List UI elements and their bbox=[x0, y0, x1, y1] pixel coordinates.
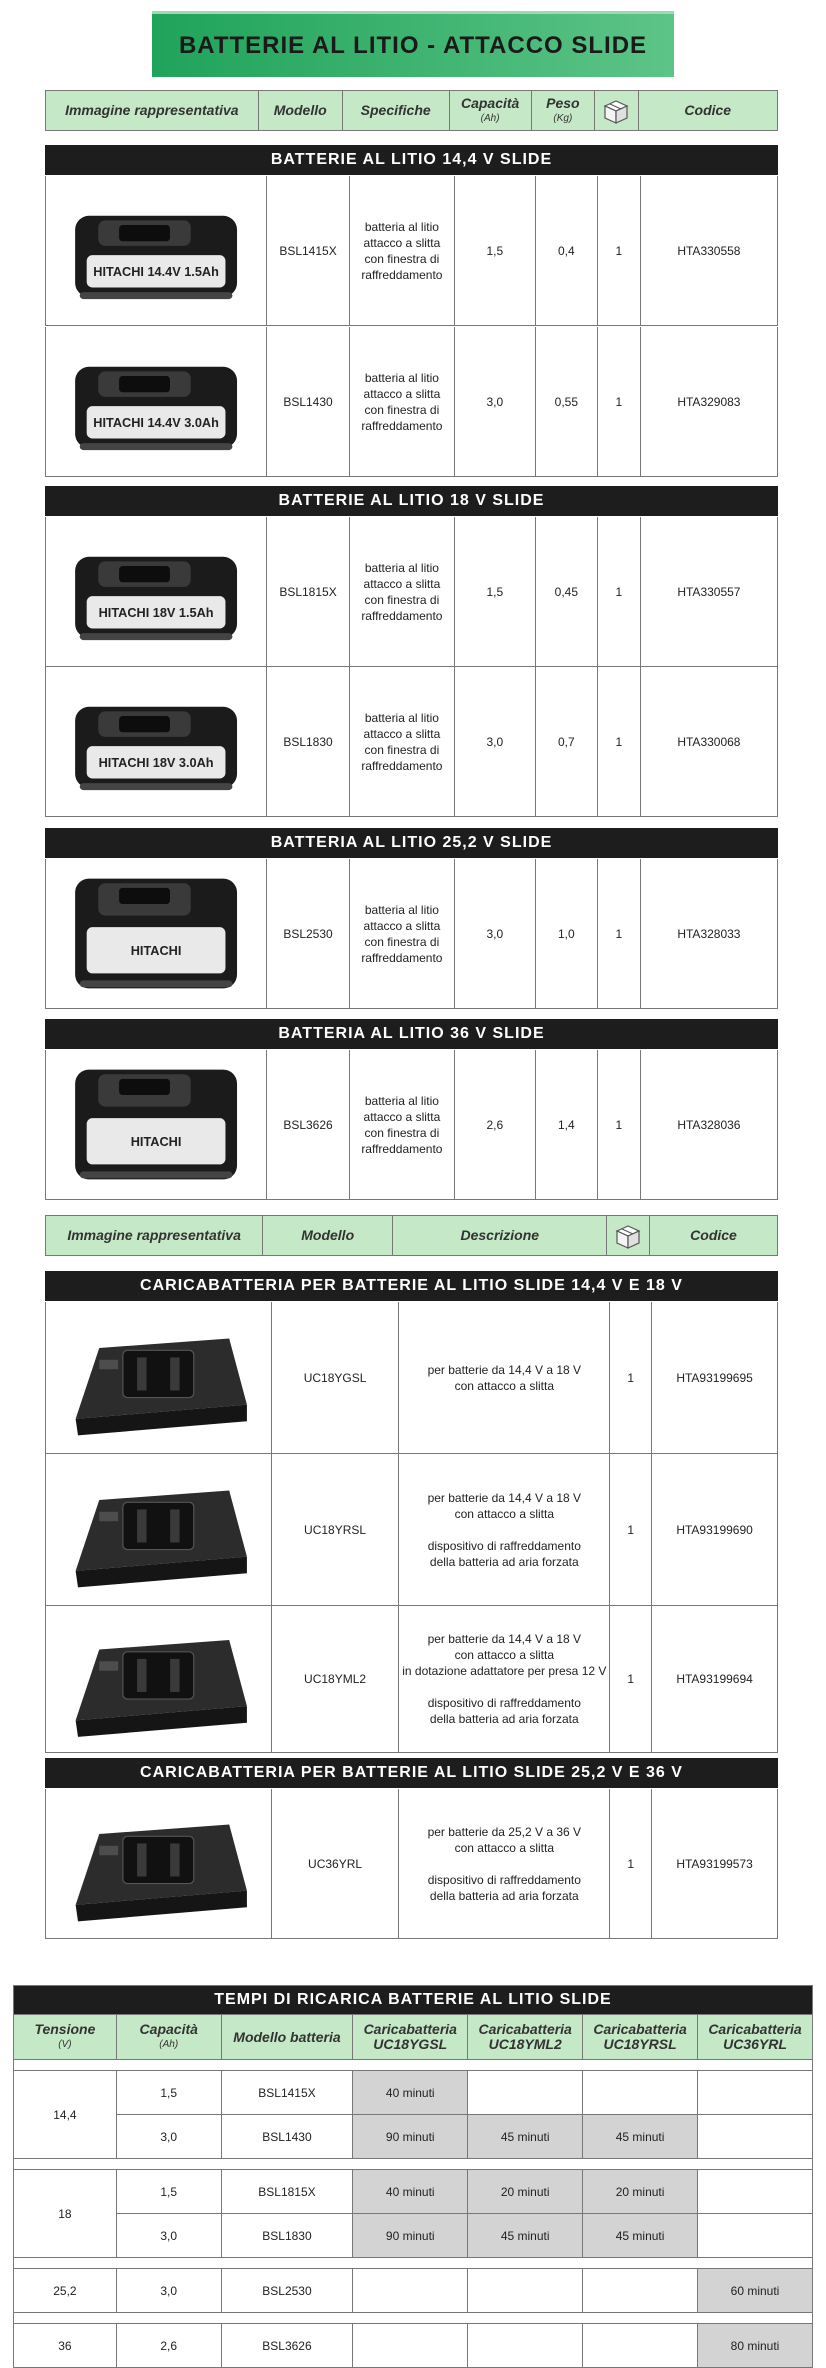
spec-line: raffreddamento bbox=[361, 950, 443, 965]
model-cell bbox=[267, 176, 350, 325]
header-cell bbox=[259, 91, 343, 130]
qty-value: 1 bbox=[615, 1117, 623, 1132]
section-title: CARICABATTERIA PER BATTERIE AL LITIO SLIDE 14,4 V E 18 V bbox=[140, 1277, 683, 1294]
recharge-row bbox=[14, 2214, 813, 2258]
charger-table-header bbox=[45, 1215, 778, 1256]
weight-value: 0,45 bbox=[554, 584, 579, 599]
spec-line: batteria al litio bbox=[364, 1093, 439, 1108]
spec-cell bbox=[350, 667, 455, 816]
code-value: HTA330558 bbox=[677, 243, 741, 258]
charge-time-cell: 45 minuti bbox=[468, 2214, 583, 2258]
spec-cell bbox=[350, 517, 455, 666]
model-value: UC18YRSL bbox=[304, 1522, 367, 1537]
code-value: HTA93199694 bbox=[676, 1672, 753, 1686]
header-line-1: Capacità bbox=[139, 2021, 198, 2037]
spec-line: raffreddamento bbox=[361, 608, 443, 623]
weight-value: 1,4 bbox=[558, 1117, 575, 1132]
description-cell bbox=[399, 1606, 610, 1752]
svg-text:HITACHI 14.4V 1.5Ah: HITACHI 14.4V 1.5Ah bbox=[93, 263, 219, 279]
spec-line: con finestra di bbox=[364, 402, 440, 417]
recharge-title-row bbox=[14, 1986, 813, 2015]
voltage-cell: 14,4 bbox=[14, 2071, 117, 2159]
header-line-2: (V) bbox=[58, 2039, 72, 2050]
recharge-header-cell bbox=[353, 2015, 468, 2060]
qty-cell bbox=[610, 1302, 652, 1453]
svg-text:HITACHI 14.4V 3.0Ah: HITACHI 14.4V 3.0Ah bbox=[93, 414, 219, 430]
header-label: Codice bbox=[684, 102, 732, 118]
qty-value: 1 bbox=[627, 1522, 634, 1537]
qty-value: 1 bbox=[627, 1370, 634, 1385]
header-label: Immagine rappresentativa bbox=[65, 102, 239, 118]
qty-value: 1 bbox=[615, 243, 623, 258]
charge-time-cell: 80 minuti bbox=[698, 2324, 813, 2368]
description-line: con attacco a slitta bbox=[454, 1506, 554, 1521]
weight-value: 0,7 bbox=[558, 734, 575, 749]
qty-cell bbox=[598, 859, 641, 1008]
description-line: per batterie da 14,4 V a 18 V bbox=[427, 1490, 582, 1505]
model-cell bbox=[272, 1454, 400, 1605]
description-cell bbox=[399, 1454, 610, 1605]
battery-row bbox=[45, 859, 778, 1009]
spec-line: raffreddamento bbox=[361, 267, 443, 282]
recharge-row bbox=[14, 2170, 813, 2214]
charge-time-cell bbox=[468, 2071, 583, 2115]
section-title: BATTERIA AL LITIO 25,2 V SLIDE bbox=[270, 834, 553, 851]
header-line-1: Tensione bbox=[34, 2021, 96, 2037]
model-value: BSL3626 bbox=[283, 1117, 333, 1132]
svg-text:HITACHI: HITACHI bbox=[130, 942, 182, 958]
section-title-bar bbox=[45, 145, 778, 175]
description-line: con attacco a slitta bbox=[454, 1378, 554, 1393]
code-value: HTA330068 bbox=[677, 734, 741, 749]
spec-line: con finestra di bbox=[364, 742, 440, 757]
section-title-bar bbox=[45, 1019, 778, 1049]
qty-value: 1 bbox=[627, 1672, 634, 1686]
description-line: con attacco a slitta bbox=[454, 1648, 554, 1662]
header-cell bbox=[650, 1216, 777, 1255]
header-label: Modello bbox=[273, 102, 327, 118]
charge-time-cell bbox=[583, 2324, 698, 2368]
model-value: BSL1830 bbox=[283, 734, 333, 749]
capacity-cell: 3,0 bbox=[116, 2115, 221, 2159]
qty-value: 1 bbox=[615, 394, 623, 409]
qty-value: 1 bbox=[615, 734, 623, 749]
header-line-2: UC18YRSL bbox=[603, 2036, 677, 2052]
weight-value: 1,0 bbox=[558, 926, 575, 941]
description-line: in dotazione adattatore per presa 12 V bbox=[402, 1664, 607, 1678]
charge-time-cell: 90 minuti bbox=[353, 2115, 468, 2159]
model-cell bbox=[267, 667, 350, 816]
capacity-cell bbox=[455, 859, 536, 1008]
battery-row bbox=[45, 517, 778, 667]
code-value: HTA93199573 bbox=[676, 1856, 753, 1871]
description-line: per batterie da 25,2 V a 36 V bbox=[427, 1824, 582, 1839]
code-cell bbox=[641, 667, 777, 816]
charge-time-cell bbox=[698, 2071, 813, 2115]
svg-text:HITACHI 18V 3.0Ah: HITACHI 18V 3.0Ah bbox=[98, 754, 214, 770]
spec-line: con finestra di bbox=[364, 1125, 440, 1140]
recharge-header-cell bbox=[583, 2015, 698, 2060]
recharge-header-cell bbox=[14, 2015, 117, 2060]
qty-cell bbox=[598, 517, 641, 666]
model-value: UC18YML2 bbox=[304, 1672, 367, 1686]
header-cell bbox=[450, 91, 532, 130]
description-cell bbox=[399, 1302, 610, 1453]
header-line-1: Caricabatteria bbox=[363, 2021, 457, 2037]
charge-time-cell bbox=[698, 2214, 813, 2258]
header-line-2: (Ah) bbox=[159, 2039, 179, 2050]
header-cell bbox=[607, 1216, 650, 1255]
battery-row bbox=[45, 327, 778, 477]
code-cell bbox=[641, 517, 777, 666]
spacer-cell bbox=[14, 2258, 813, 2269]
recharge-row bbox=[14, 2115, 813, 2159]
spec-line: con finestra di bbox=[364, 934, 440, 949]
description-line: con attacco a slitta bbox=[454, 1840, 554, 1855]
spec-cell bbox=[350, 327, 455, 476]
weight-cell bbox=[536, 667, 598, 816]
header-unit: (Ah) bbox=[480, 112, 500, 124]
group-spacer bbox=[14, 2258, 813, 2269]
capacity-cell bbox=[455, 327, 536, 476]
model-value: BSL1815X bbox=[279, 584, 337, 599]
code-cell bbox=[641, 327, 777, 476]
group-spacer bbox=[14, 2313, 813, 2324]
model-cell bbox=[267, 1050, 350, 1199]
charge-time-cell bbox=[583, 2071, 698, 2115]
spec-line: attacco a slitta bbox=[363, 1109, 441, 1124]
charge-time-cell: 20 minuti bbox=[468, 2170, 583, 2214]
description-cell bbox=[399, 1789, 610, 1938]
spec-line: attacco a slitta bbox=[363, 576, 441, 591]
header-label: Peso bbox=[546, 94, 580, 111]
header-line-1: Caricabatteria bbox=[708, 2021, 802, 2037]
capacity-value: 3,0 bbox=[486, 394, 504, 409]
header-line-1: Modello batteria bbox=[233, 2028, 341, 2045]
capacity-cell bbox=[455, 176, 536, 325]
description-line: della batteria ad aria forzata bbox=[429, 1712, 579, 1726]
qty-value: 1 bbox=[615, 584, 623, 599]
charge-time-cell bbox=[698, 2115, 813, 2159]
section-title: BATTERIE AL LITIO 18 V SLIDE bbox=[278, 492, 545, 509]
spec-line: attacco a slitta bbox=[363, 918, 441, 933]
description-line: della batteria ad aria forzata bbox=[429, 1554, 579, 1569]
capacity-cell: 2,6 bbox=[116, 2324, 221, 2368]
header-cell bbox=[46, 1216, 263, 1255]
header-cell bbox=[595, 91, 639, 130]
battery-image bbox=[46, 667, 267, 816]
spacer-cell bbox=[14, 2313, 813, 2324]
capacity-value: 2,6 bbox=[486, 1117, 504, 1132]
recharge-row bbox=[14, 2324, 813, 2368]
spec-line: raffreddamento bbox=[361, 758, 443, 773]
capacity-cell bbox=[455, 667, 536, 816]
spacer-cell bbox=[14, 2159, 813, 2170]
header-line-2: UC36YRL bbox=[723, 2036, 787, 2052]
header-label: Specifiche bbox=[360, 102, 431, 118]
header-label: Descrizione bbox=[460, 1227, 540, 1243]
model-value: BSL2530 bbox=[283, 926, 333, 941]
charger-image bbox=[46, 1302, 272, 1453]
model-value: UC18YGSL bbox=[303, 1370, 367, 1385]
section-title-bar bbox=[45, 1758, 778, 1788]
battery-table-header bbox=[45, 90, 778, 131]
model-cell bbox=[272, 1606, 400, 1752]
battery-image bbox=[46, 517, 267, 666]
recharge-header-cell bbox=[116, 2015, 221, 2060]
charge-time-cell bbox=[353, 2324, 468, 2368]
code-cell bbox=[641, 859, 777, 1008]
section-title: CARICABATTERIA PER BATTERIE AL LITIO SLIDE 25,2 V E 36 V bbox=[140, 1764, 683, 1781]
model-value: UC36YRL bbox=[308, 1856, 363, 1871]
battery-image bbox=[46, 1050, 267, 1199]
weight-cell bbox=[536, 327, 598, 476]
spec-line: batteria al litio bbox=[364, 710, 439, 725]
spec-cell bbox=[350, 176, 455, 325]
section-title: BATTERIA AL LITIO 36 V SLIDE bbox=[278, 1025, 545, 1042]
section-title-bar bbox=[45, 1271, 778, 1301]
svg-text:HITACHI 18V 1.5Ah: HITACHI 18V 1.5Ah bbox=[98, 604, 214, 620]
charge-time-cell: 20 minuti bbox=[583, 2170, 698, 2214]
recharge-times-table bbox=[13, 1985, 813, 2368]
group-spacer bbox=[14, 2060, 813, 2071]
model-cell bbox=[272, 1302, 400, 1453]
spec-cell bbox=[350, 1050, 455, 1199]
spec-line: attacco a slitta bbox=[363, 726, 441, 741]
box-icon bbox=[601, 96, 631, 126]
charge-time-cell bbox=[468, 2269, 583, 2313]
charge-time-cell: 45 minuti bbox=[468, 2115, 583, 2159]
model-value: BSL1430 bbox=[283, 394, 333, 409]
weight-cell bbox=[536, 859, 598, 1008]
header-line-1: Caricabatteria bbox=[593, 2021, 687, 2037]
page-title-banner bbox=[152, 11, 674, 77]
code-cell bbox=[641, 176, 777, 325]
weight-cell bbox=[536, 176, 598, 325]
code-cell bbox=[652, 1454, 777, 1605]
charge-time-cell bbox=[468, 2324, 583, 2368]
voltage-cell: 18 bbox=[14, 2170, 117, 2258]
capacity-cell: 3,0 bbox=[116, 2214, 221, 2258]
box-icon bbox=[613, 1221, 643, 1251]
qty-cell bbox=[598, 1050, 641, 1199]
weight-value: 0,4 bbox=[558, 243, 575, 258]
qty-cell bbox=[598, 667, 641, 816]
battery-image bbox=[46, 327, 267, 476]
qty-cell bbox=[610, 1606, 652, 1752]
spec-line: batteria al litio bbox=[364, 219, 439, 234]
charge-time-cell: 90 minuti bbox=[353, 2214, 468, 2258]
battery-image bbox=[46, 176, 267, 325]
description-line: della batteria ad aria forzata bbox=[429, 1888, 579, 1903]
charger-image bbox=[46, 1606, 272, 1752]
qty-value: 1 bbox=[615, 926, 623, 941]
spec-line: raffreddamento bbox=[361, 418, 443, 433]
header-cell bbox=[639, 91, 777, 130]
model-cell bbox=[267, 517, 350, 666]
weight-cell bbox=[536, 1050, 598, 1199]
recharge-row bbox=[14, 2071, 813, 2115]
spacer-cell bbox=[14, 2060, 813, 2071]
capacity-value: 1,5 bbox=[486, 243, 504, 258]
battery-row bbox=[45, 176, 778, 326]
charger-row bbox=[45, 1606, 778, 1753]
code-value: HTA93199690 bbox=[676, 1522, 753, 1537]
header-label: Codice bbox=[690, 1227, 737, 1243]
qty-value: 1 bbox=[627, 1856, 634, 1871]
recharge-title: TEMPI DI RICARICA BATTERIE AL LITIO SLIDE bbox=[14, 1986, 813, 2015]
capacity-value: 1,5 bbox=[486, 584, 504, 599]
code-value: HTA328036 bbox=[677, 1117, 741, 1132]
header-label: Immagine rappresentativa bbox=[67, 1227, 241, 1243]
battery-model-cell: BSL1830 bbox=[221, 2214, 353, 2258]
battery-model-cell: BSL1815X bbox=[221, 2170, 353, 2214]
header-line-1: Caricabatteria bbox=[478, 2021, 572, 2037]
qty-cell bbox=[610, 1789, 652, 1938]
svg-text:HITACHI: HITACHI bbox=[130, 1133, 182, 1149]
model-value: BSL1415X bbox=[279, 243, 337, 258]
header-line-2: UC18YML2 bbox=[488, 2036, 562, 2052]
spec-line: batteria al litio bbox=[364, 560, 439, 575]
code-cell bbox=[641, 1050, 777, 1199]
header-cell bbox=[46, 91, 259, 130]
charge-time-cell bbox=[698, 2170, 813, 2214]
model-cell bbox=[267, 327, 350, 476]
section-title-bar bbox=[45, 486, 778, 516]
weight-value: 0,55 bbox=[554, 394, 579, 409]
battery-model-cell: BSL1430 bbox=[221, 2115, 353, 2159]
capacity-cell bbox=[455, 1050, 536, 1199]
capacity-value: 3,0 bbox=[486, 734, 504, 749]
battery-row bbox=[45, 667, 778, 817]
recharge-header-cell bbox=[698, 2015, 813, 2060]
capacity-cell bbox=[455, 517, 536, 666]
header-label: Capacità bbox=[460, 94, 520, 111]
battery-model-cell: BSL3626 bbox=[221, 2324, 353, 2368]
description-line: dispositivo di raffreddamento bbox=[427, 1538, 581, 1553]
code-value: HTA328033 bbox=[677, 926, 741, 941]
battery-model-cell: BSL1415X bbox=[221, 2071, 353, 2115]
charger-row bbox=[45, 1789, 778, 1939]
battery-model-cell: BSL2530 bbox=[221, 2269, 353, 2313]
qty-cell bbox=[598, 327, 641, 476]
header-line-2: UC18YGSL bbox=[373, 2036, 448, 2052]
charger-row bbox=[45, 1454, 778, 1606]
description-line: per batterie da 14,4 V a 18 V bbox=[427, 1362, 582, 1377]
spec-line: attacco a slitta bbox=[363, 386, 441, 401]
spec-cell bbox=[350, 859, 455, 1008]
description-line: dispositivo di raffreddamento bbox=[427, 1696, 581, 1710]
header-cell bbox=[263, 1216, 393, 1255]
charge-time-cell: 60 minuti bbox=[698, 2269, 813, 2313]
spec-line: con finestra di bbox=[364, 592, 440, 607]
charger-image bbox=[46, 1454, 272, 1605]
weight-cell bbox=[536, 517, 598, 666]
voltage-cell: 25,2 bbox=[14, 2269, 117, 2313]
section-title: BATTERIE AL LITIO 14,4 V SLIDE bbox=[270, 151, 553, 168]
spec-line: con finestra di bbox=[364, 251, 440, 266]
recharge-header-row bbox=[14, 2015, 813, 2060]
recharge-header-cell bbox=[221, 2015, 353, 2060]
group-spacer bbox=[14, 2159, 813, 2170]
spec-line: batteria al litio bbox=[364, 902, 439, 917]
header-unit: (Kg) bbox=[553, 112, 573, 124]
charge-time-cell bbox=[583, 2269, 698, 2313]
voltage-cell: 36 bbox=[14, 2324, 117, 2368]
charge-time-cell bbox=[353, 2269, 468, 2313]
code-value: HTA93199695 bbox=[676, 1370, 753, 1385]
battery-image bbox=[46, 859, 267, 1008]
code-cell bbox=[652, 1302, 777, 1453]
battery-row bbox=[45, 1050, 778, 1200]
charge-time-cell: 40 minuti bbox=[353, 2170, 468, 2214]
charge-time-cell: 45 minuti bbox=[583, 2115, 698, 2159]
qty-cell bbox=[610, 1454, 652, 1605]
header-cell bbox=[393, 1216, 607, 1255]
charger-image bbox=[46, 1789, 272, 1938]
recharge-header-cell bbox=[468, 2015, 583, 2060]
code-cell bbox=[652, 1789, 777, 1938]
header-cell bbox=[532, 91, 595, 130]
spec-line: attacco a slitta bbox=[363, 235, 441, 250]
charge-time-cell: 40 minuti bbox=[353, 2071, 468, 2115]
spec-line: raffreddamento bbox=[361, 1141, 443, 1156]
capacity-value: 3,0 bbox=[486, 926, 504, 941]
qty-cell bbox=[598, 176, 641, 325]
code-cell bbox=[652, 1606, 777, 1752]
capacity-cell: 3,0 bbox=[116, 2269, 221, 2313]
description-line: per batterie da 14,4 V a 18 V bbox=[427, 1632, 582, 1646]
header-cell bbox=[343, 91, 450, 130]
charge-time-cell: 45 minuti bbox=[583, 2214, 698, 2258]
capacity-cell: 1,5 bbox=[116, 2170, 221, 2214]
capacity-cell: 1,5 bbox=[116, 2071, 221, 2115]
code-value: HTA329083 bbox=[677, 394, 741, 409]
recharge-row bbox=[14, 2269, 813, 2313]
section-title-bar bbox=[45, 828, 778, 858]
model-cell bbox=[267, 859, 350, 1008]
description-line: dispositivo di raffreddamento bbox=[427, 1872, 581, 1887]
code-value: HTA330557 bbox=[677, 584, 741, 599]
spec-line: batteria al litio bbox=[364, 370, 439, 385]
header-label: Modello bbox=[301, 1227, 355, 1243]
charger-row bbox=[45, 1302, 778, 1454]
page-title: BATTERIE AL LITIO - ATTACCO SLIDE bbox=[178, 31, 648, 59]
model-cell bbox=[272, 1789, 400, 1938]
